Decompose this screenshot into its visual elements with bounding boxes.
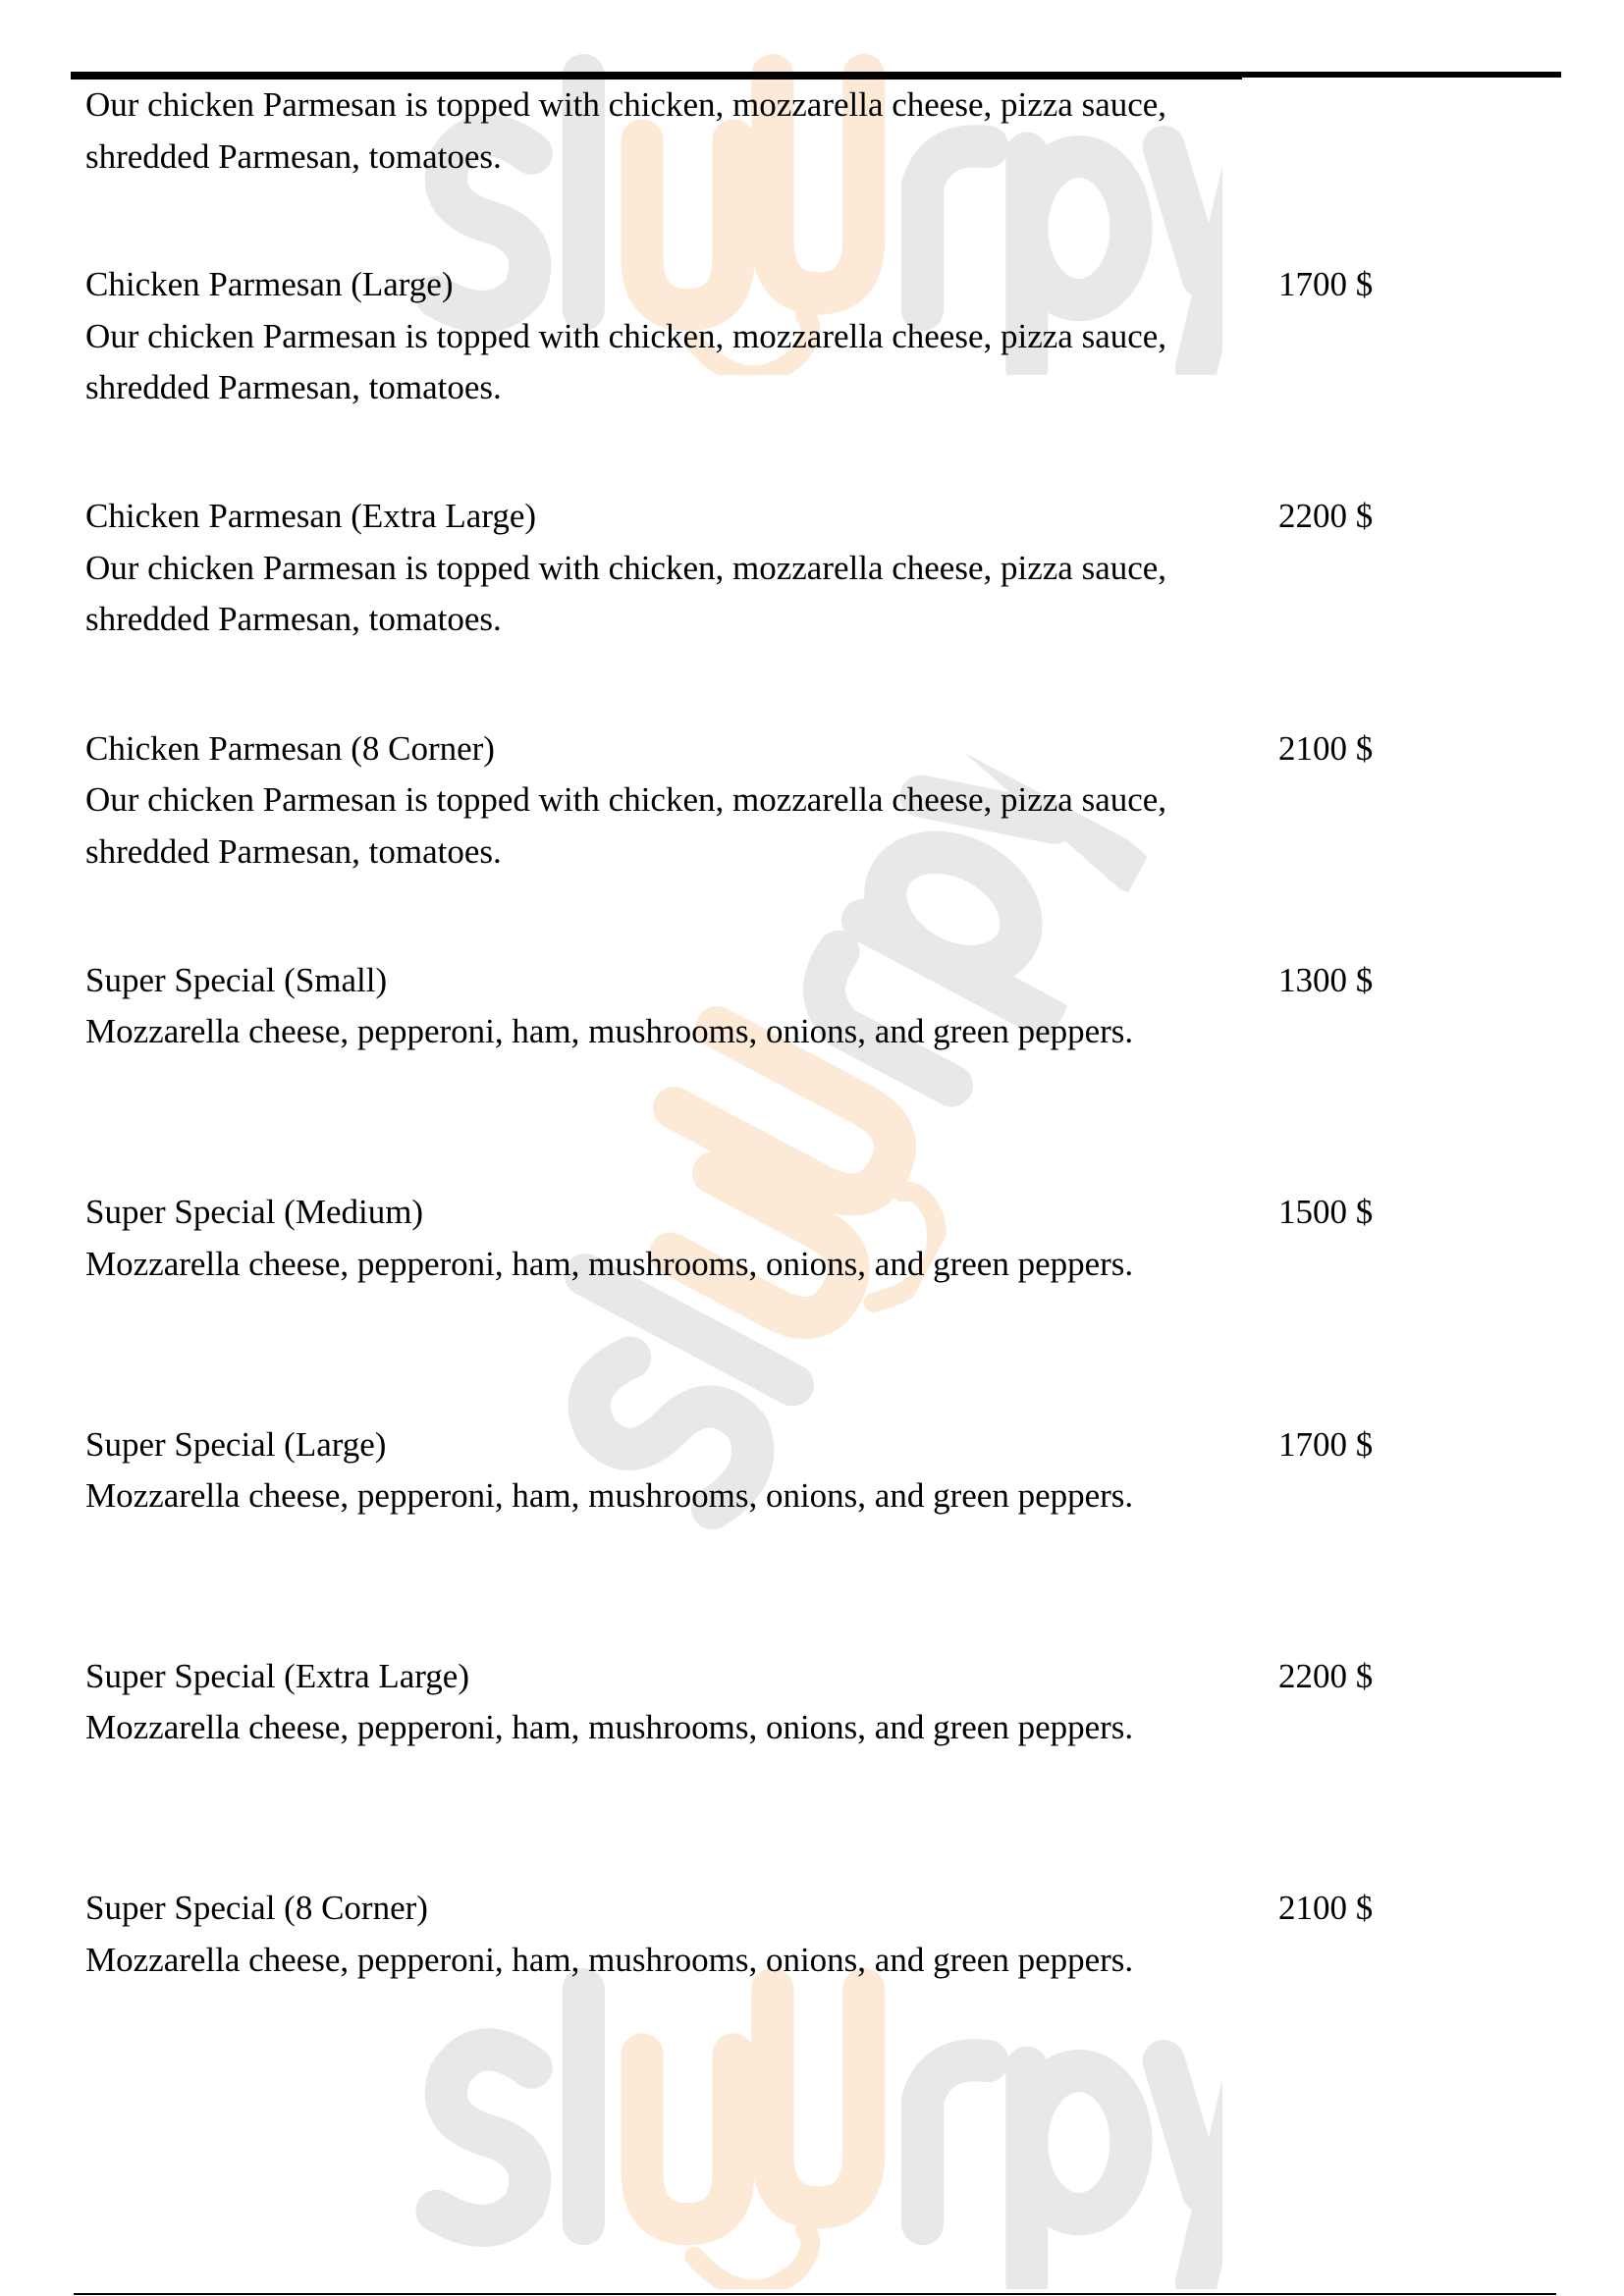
item-price: 1300 $ (1278, 960, 1374, 999)
item-description: Mozzarella cheese, pepperoni, ham, mushrooms, onions, and green peppers. (85, 1476, 1134, 1515)
menu-item (85, 1419, 1558, 1522)
item-name: Chicken Parmesan (Extra Large) (85, 497, 537, 536)
item-description: Our chicken Parmesan is topped with chicken, mozzarella cheese, pizza sauce, shredded Parmesan, tomatoes. (85, 780, 1167, 871)
menu-item (85, 1883, 1558, 1986)
item-description: Our chicken Parmesan is topped with chicken, mozzarella cheese, pizza sauce, shredded Parmesan, tomatoes. (85, 85, 1167, 176)
item-name: Super Special (8 Corner) (85, 1889, 428, 1928)
menu-item (85, 259, 1558, 414)
item-description: Mozzarella cheese, pepperoni, ham, mushrooms, onions, and green peppers. (85, 1012, 1134, 1051)
item-name: Chicken Parmesan (Large) (85, 265, 454, 303)
item-description: Mozzarella cheese, pepperoni, ham, mushrooms, onions, and green peppers. (85, 1708, 1134, 1747)
bottom-divider (74, 2293, 1556, 2295)
item-name: Super Special (Small) (85, 960, 388, 999)
item-description: Our chicken Parmesan is topped with chicken, mozzarella cheese, pizza sauce, shredded Parmesan, tomatoes. (85, 548, 1167, 639)
item-name: Super Special (Large) (85, 1424, 387, 1464)
sluurpy-watermark-logo (407, 1963, 1222, 2289)
item-price: 1700 $ (1278, 1424, 1374, 1464)
item-price: 2200 $ (1278, 497, 1374, 536)
item-description: Mozzarella cheese, pepperoni, ham, mushrooms, onions, and green peppers. (85, 1940, 1134, 1979)
item-description: Our chicken Parmesan is topped with chicken, mozzarella cheese, pizza sauce, shredded Parmesan, tomatoes. (85, 316, 1167, 406)
item-price: 1700 $ (1278, 265, 1374, 303)
item-description: Mozzarella cheese, pepperoni, ham, mushrooms, onions, and green peppers. (85, 1244, 1134, 1283)
menu-item (85, 1651, 1558, 1754)
menu-item (85, 491, 1558, 646)
item-price: 2200 $ (1278, 1656, 1374, 1695)
menu-item (85, 723, 1558, 879)
menu-item (85, 955, 1558, 1058)
item-name: Super Special (Medium) (85, 1193, 424, 1232)
item-name: Super Special (Extra Large) (85, 1656, 469, 1695)
menu-item (85, 1187, 1558, 1290)
item-price: 2100 $ (1278, 728, 1374, 768)
item-name: Chicken Parmesan (8 Corner) (85, 728, 495, 768)
continued-description (85, 80, 1558, 183)
item-price: 1500 $ (1278, 1193, 1374, 1232)
item-price: 2100 $ (1278, 1889, 1374, 1928)
